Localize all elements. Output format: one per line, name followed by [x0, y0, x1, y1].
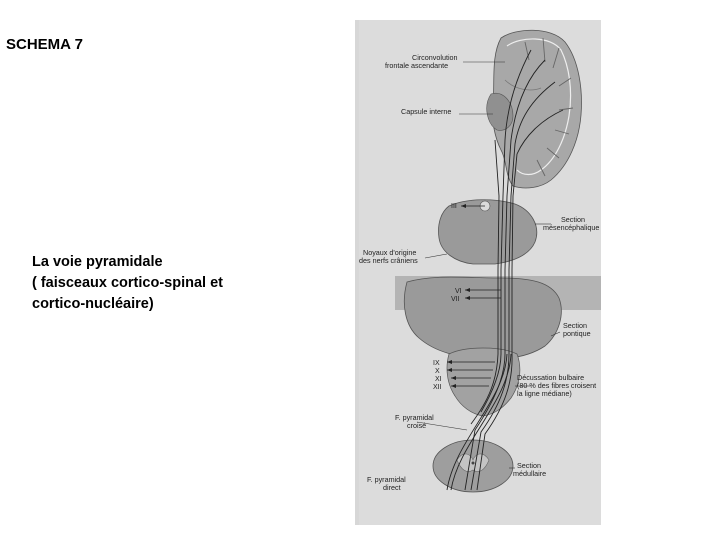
label-pyramidal-croise: F. pyramidal [395, 413, 434, 422]
label-section-pontique: Section [563, 321, 587, 330]
label-decussation: Décussation bulbaire [517, 373, 585, 382]
label-decussation: la ligne médiane) [517, 389, 572, 398]
label-decussation: (80 % des fibres croisent [517, 381, 597, 390]
label-section-mesencephalique: Section [561, 215, 585, 224]
label-section-pontique: pontique [563, 329, 591, 338]
label-pyramidal-croise: croisé [407, 421, 427, 430]
label-circonvolution: Circonvolution [412, 53, 458, 62]
label-section-medullaire: médullaire [513, 469, 547, 478]
nerve-label-vii: VII [451, 296, 460, 303]
nerve-label-vi: VI [455, 288, 462, 295]
pyramidal-tract-diagram [355, 20, 601, 525]
caption-line: La voie pyramidale [32, 254, 163, 270]
label-circonvolution: frontale ascendante [385, 61, 449, 70]
label-noyaux: des nerfs crâniens [359, 256, 418, 265]
nerve-label-iii: III [451, 203, 457, 210]
nerve-label-xii: XII [433, 384, 442, 391]
slide-caption [32, 252, 223, 315]
label-pyramidal-direct: direct [383, 483, 401, 492]
spinal-cord-section [433, 440, 513, 492]
caption-line: ( faisceaux cortico-spinal et [32, 275, 223, 291]
label-section-medullaire: Section [517, 461, 541, 470]
label-capsule: Capsule interne [401, 107, 452, 116]
nerve-label-x: X [435, 368, 440, 375]
nerve-label-xi: XI [435, 376, 442, 383]
label-pyramidal-direct: F. pyramidal [367, 475, 406, 484]
slide-title: SCHEMA 7 [6, 36, 83, 53]
nerve-label-ix: IX [433, 360, 440, 367]
caption-line: cortico-nucléaire) [32, 296, 154, 312]
label-noyaux: Noyaux d'origine [363, 248, 417, 257]
label-section-mesencephalique: mésencéphalique [543, 223, 600, 232]
